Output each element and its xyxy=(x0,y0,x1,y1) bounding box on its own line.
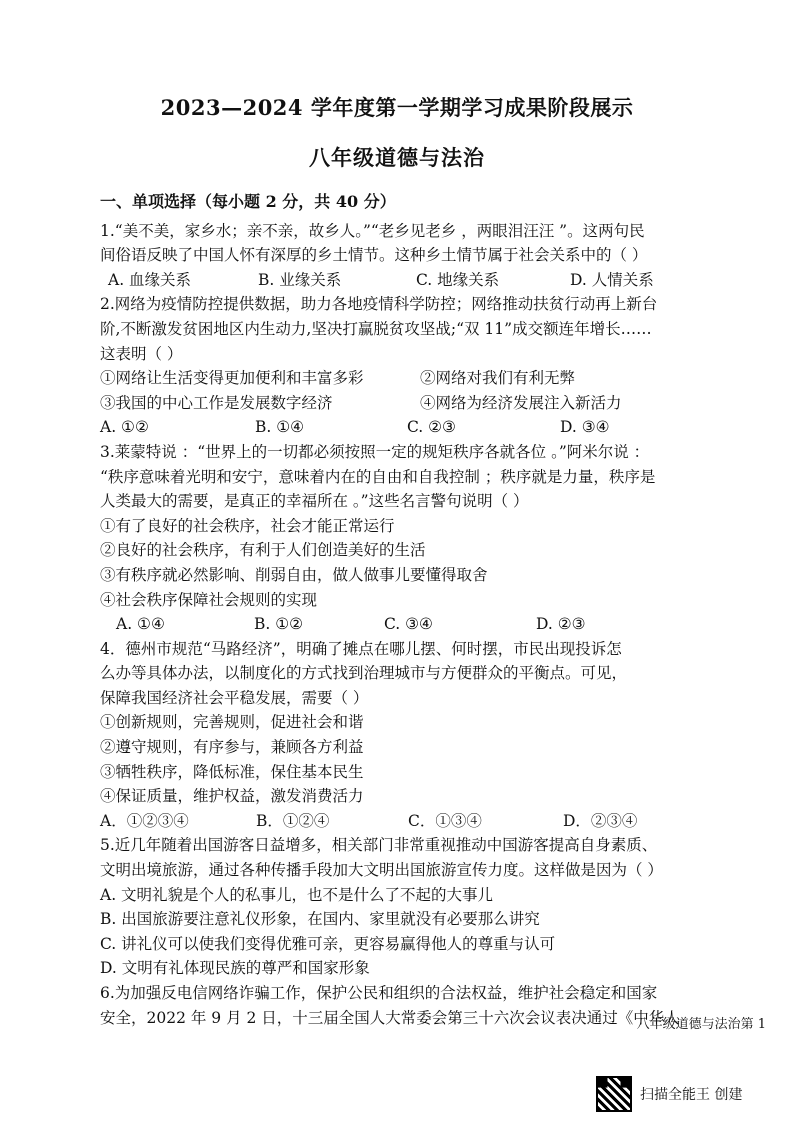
question-text: 保障我国经济社会平稳发展，需要（ ） xyxy=(100,688,369,707)
question-text: 人类最大的需要，是真正的幸福所在 。”这些名言警句说明（ ） xyxy=(100,492,529,511)
statement: ③牺牲秩序，降低标准，保住基本民生 xyxy=(100,762,364,781)
question-3 xyxy=(100,440,740,637)
option-d: D. 人情关系 xyxy=(570,270,654,289)
question-text: 2.网络为疫情防控提供数据，助力各地疫情科学防控；网络推动扶贫行动再上新台 xyxy=(100,295,658,314)
question-text: 这表明（ ） xyxy=(100,344,183,363)
option-d: D. ③④ xyxy=(560,418,610,437)
question-text: 安全，2022 年 9 月 2 日，十三届全国人大常委会第三十六次会议表决通过《中华人 xyxy=(100,1008,680,1027)
option-d: D. ②③ xyxy=(536,615,586,634)
question-text: 6.为加强反电信网络诈骗工作，保护公民和组织的合法权益，维护社会稳定和国家 xyxy=(100,984,658,1002)
option-d: D. 文明有礼体现民族的尊严和国家形象 xyxy=(100,959,370,978)
question-text: 5.近几年随着出国游客日益增多，相关部门非常重视推动中国游客提高自身素质、 xyxy=(100,836,658,855)
statement: ②遵守规则，有序参与，兼顾各方利益 xyxy=(100,738,364,757)
option-c: C. ③④ xyxy=(384,615,433,634)
statement: ④社会秩序保障社会规则的实现 xyxy=(100,590,318,609)
statement: ④网络为经济发展注入新活力 xyxy=(420,393,622,412)
option-b: B. ①④ xyxy=(255,418,305,437)
question-text: 阶,不断激发贫困地区内生动力,坚决打赢脱贫攻坚战;“双 11”成交额连年增长…… xyxy=(100,319,652,338)
exam-subject: 八年级道德与法治 xyxy=(309,145,485,170)
answer-options xyxy=(100,415,740,440)
statement-row xyxy=(100,391,740,416)
option-c: C. ②③ xyxy=(407,418,456,437)
page-footer: 八年级道德与法治第 1 xyxy=(636,1017,766,1032)
question-text: 1.“美不美，家乡水；亲不亲，故乡人。”“老乡见老乡 ，两眼泪汪汪 ”。这两句民 xyxy=(100,221,645,240)
statement-row xyxy=(100,366,740,391)
statement: ④保证质量，维护权益，激发消费活力 xyxy=(100,787,364,806)
exam-body xyxy=(100,190,740,1030)
question-text: “秩序意味着光明和安宁，意味着内在的自由和自我控制 ；秩序就是力量，秩序是 xyxy=(100,467,656,486)
option-b: B. ①② xyxy=(254,615,304,634)
option-a: A. ①④ xyxy=(116,615,165,634)
scanner-watermark xyxy=(596,1076,742,1112)
option-a: A. 文明礼貌是个人的私事儿，也不是什么了不起的大事儿 xyxy=(100,885,494,904)
question-4 xyxy=(100,637,740,834)
question-text: 间俗语反映了中国人怀有深厚的乡土情节。这种乡土情节属于社会关系中的（ ） xyxy=(100,246,648,265)
statement: ②网络对我们有利无弊 xyxy=(420,369,576,388)
section-title: 一、单项选择 xyxy=(100,192,197,211)
exam-title: 2023—2024 学年度第一学期学习成果阶段展示 xyxy=(160,95,634,120)
question-text: 文明出境旅游，通过各种传播手段加大文明出国旅游宣传力度。这样做是因为（ ） xyxy=(100,861,663,880)
option-d: D．②③④ xyxy=(563,811,638,830)
question-5 xyxy=(100,833,740,981)
option-a: A. 血缘关系 xyxy=(108,270,192,289)
option-b: B. 出国旅游要注意礼仪形象，在国内、家里就没有必要那么讲究 xyxy=(100,910,540,929)
option-b: B．①②④ xyxy=(256,811,330,830)
statement: ①网络让生活变得更加便利和丰富多彩 xyxy=(100,369,364,388)
statement: ①创新规则，完善规则，促进社会和谐 xyxy=(100,713,364,732)
section-heading xyxy=(100,190,740,215)
option-a: A．①②③④ xyxy=(100,811,189,830)
option-a: A. ①② xyxy=(100,418,149,437)
statement: ③有秩序就必然影响、削弱自由，做人做事儿要懂得取舍 xyxy=(100,565,488,584)
statement: ③我国的中心工作是发展数字经济 xyxy=(100,393,333,412)
question-text: 4．德州市规范“马路经济”，明确了摊点在哪儿摆、何时摆，市民出现投诉怎 xyxy=(100,639,622,658)
answer-options xyxy=(100,268,740,293)
option-c: C．①③④ xyxy=(408,811,482,830)
answer-options xyxy=(100,809,740,834)
question-text: 么办等具体办法，以制度化的方式找到治理城市与方便群众的平衡点。可见， xyxy=(100,664,628,683)
option-c: C. 地缘关系 xyxy=(416,270,500,289)
question-2 xyxy=(100,292,740,440)
scanner-label: 扫描全能王 创建 xyxy=(640,1087,743,1103)
section-note: （每小题 2 分，共 40 分） xyxy=(196,192,396,211)
statement: ①有了良好的社会秩序，社会才能正常运行 xyxy=(100,516,395,535)
question-text: 3.莱蒙特说 ：“世界上的一切都必须按照一定的规矩秩序各就各位 。”阿米尔说 ： xyxy=(100,442,650,461)
qr-code-icon xyxy=(596,1076,632,1112)
option-c: C. 讲礼仪可以使我们变得优雅可亲，更容易赢得他人的尊重与认可 xyxy=(100,934,556,953)
question-1 xyxy=(100,219,740,293)
answer-options xyxy=(100,612,740,637)
option-b: B. 业缘关系 xyxy=(258,270,342,289)
statement: ②良好的社会秩序，有利于人们创造美好的生活 xyxy=(100,541,426,560)
